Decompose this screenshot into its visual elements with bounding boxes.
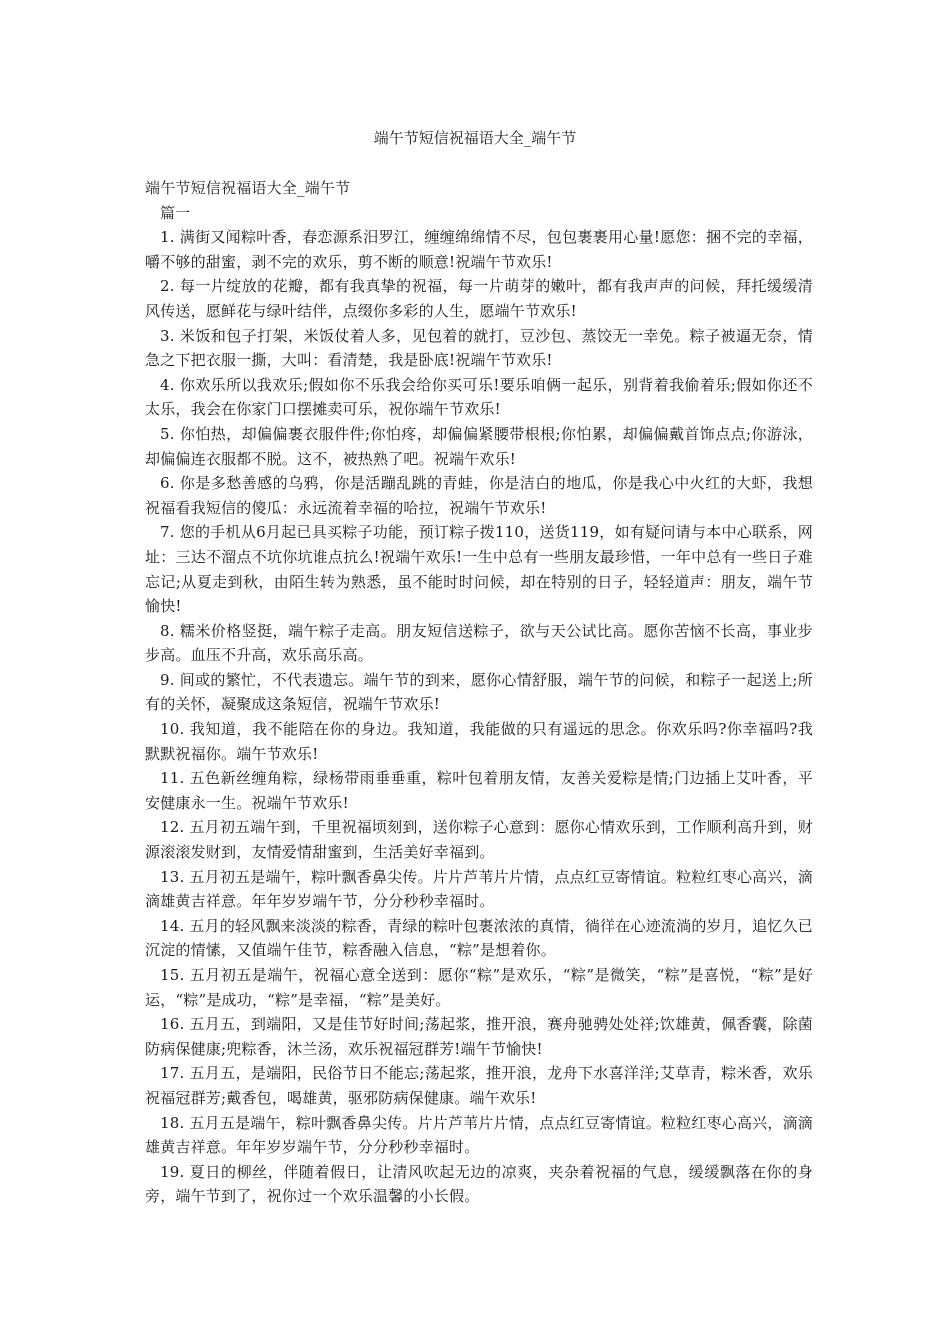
- document-heading: 端午节短信祝福语大全_端午节: [145, 179, 351, 197]
- list-item: 15. 五月初五是端午，祝福心意全送到：愿你“粽”是欢乐，“粽”是微笑，“粽”是喜悦，“粽”是好运，“粽”是成功，“粽”是幸福，“粽”是美好。: [145, 966, 813, 1009]
- list-item: 4. 你欢乐所以我欢乐;假如你不乐我会给你买可乐!要乐咱俩一起乐，别背着我偷着乐;假如你还不太乐，我会在你家门口摆摊卖可乐，祝你端午节欢乐!: [145, 375, 813, 419]
- list-item: 3. 米饭和包子打架，米饭仗着人多，见包着的就打，豆沙包、蒸饺无一幸免。粽子被逼无奈，情急之下把衣服一撕，大叫：看清楚，我是卧底!祝端午节欢乐!: [145, 326, 813, 370]
- list-item: 11. 五色新丝缠角粽，绿杨带雨垂垂重，粽叶包着朋友情，友善关爱粽是情;门边插上艾叶香，平安健康永一生。祝端午节欢乐!: [145, 769, 813, 812]
- list-item: 14. 五月的轻风飘来淡淡的粽香，青绿的粽叶包裹浓浓的真情，徜徉在心迹流淌的岁月，追忆久已沉淀的情愫，又值端午佳节，粽香融入信息，“粽”是想着你。: [145, 916, 813, 960]
- list-item: 18. 五月五是端午，粽叶飘香鼻尖传。片片芦苇片片情，点点红豆寄情谊。粒粒红枣心高兴，滴滴雄黄吉祥意。年年岁岁端午节，分分秒秒幸福时。: [145, 1113, 813, 1157]
- list-item: 9. 间或的繁忙，不代表遗忘。端午节的到来，愿你心情舒服，端午节的问候，和粽子一起送上;所有的关怀，凝聚成这条短信，祝端午节欢乐!: [145, 670, 813, 714]
- page-title: 端午节短信祝福语大全_端午节: [373, 129, 577, 147]
- list-item: 6. 你是多愁善感的乌鸦，你是活蹦乱跳的青蛙，你是洁白的地瓜，你是我心中火红的大虾，我想祝福看我短信的傻瓜：永远流着幸福的哈拉，祝端午节欢乐!: [145, 474, 813, 517]
- list-item: 1. 满街又闻粽叶香，春恋源系汨罗江，缠缠绵绵情不尽，包包裹裹用心量!愿您：捆不完的幸福，嚼不够的甜蜜，剥不完的欢乐，剪不断的顺意!祝端午节欢乐!: [145, 228, 813, 271]
- list-item: 16. 五月五，到端阳，又是佳节好时间;荡起浆，推开浪，赛舟驰骋处处祥;饮雄黄，佩香囊，除菌防病保健康;兜粽香，沐兰汤，欢乐祝福冠群芳!端午节愉快!: [145, 1015, 813, 1058]
- list-item: 17. 五月五，是端阳，民俗节日不能忘;荡起浆，推开浪，龙舟下水喜洋洋;艾草青，粽米香，欢乐祝福冠群芳;戴香包，喝雄黄，驱邪防病保健康。端午欢乐!: [145, 1064, 813, 1107]
- list-item: 5. 你怕热，却偏偏裹衣服件件;你怕疼，却偏偏紧腰带根根;你怕累，却偏偏戴首饰点点;你游泳，却偏偏连衣服都不脱。这不，被热熟了吧。祝端午欢乐!: [145, 424, 813, 468]
- section-label: 篇一: [160, 203, 191, 222]
- list-item: 8. 糯米价格竖挺，端午粽子走高。朋友短信送粽子，欲与天公试比高。愿你苦恼不长高，事业步步高。血压不升高，欢乐高乐高。: [145, 621, 813, 665]
- list-item: 10. 我知道，我不能陪在你的身边。我知道，我能做的只有遥远的思念。你欢乐吗?你幸福吗?我默默祝福你。端午节欢乐!: [145, 720, 813, 763]
- list-item: 2. 每一片绽放的花瓣，都有我真挚的祝福，每一片萌芽的嫩叶，都有我声声的问候，拜托缓缓清风传送，愿鲜花与绿叶结伴，点缀你多彩的人生，愿端午节欢乐!: [145, 277, 813, 320]
- list-item: 19. 夏日的柳丝，伴随着假日，让清风吹起无边的凉爽，夹杂着祝福的气息，缓缓飘落在你的身旁，端午节到了，祝你过一个欢乐温馨的小长假。: [145, 1162, 813, 1206]
- list-item: 7. 您的手机从6月起已具买粽子功能，预订粽子拨110，送货119，如有疑问请与本中心联系，网址：三达不溜点不坑你坑谁点抗么!祝端午欢乐!一生中总有一些朋友最珍惜，一年中总有一些日子难忘记;从夏走到秋，由陌生转为熟悉，虽不能时时问候，却在特别的日子，轻轻道声：朋友，端午节愉快!: [145, 523, 813, 616]
- list-item: 13. 五月初五是端午，粽叶飘香鼻尖传。片片芦苇片片情，点点红豆寄情谊。粒粒红枣心高兴，滴滴雄黄吉祥意。年年岁岁端午节，分分秒秒幸福时。: [145, 867, 813, 911]
- document-body: [145, 176, 813, 1209]
- list-item: 12. 五月初五端午到，千里祝福顷刻到，送你粽子心意到：愿你心情欢乐到，工作顺利高升到，财源滚滚发财到，友情爱情甜蜜到，生活美好幸福到。: [145, 818, 813, 862]
